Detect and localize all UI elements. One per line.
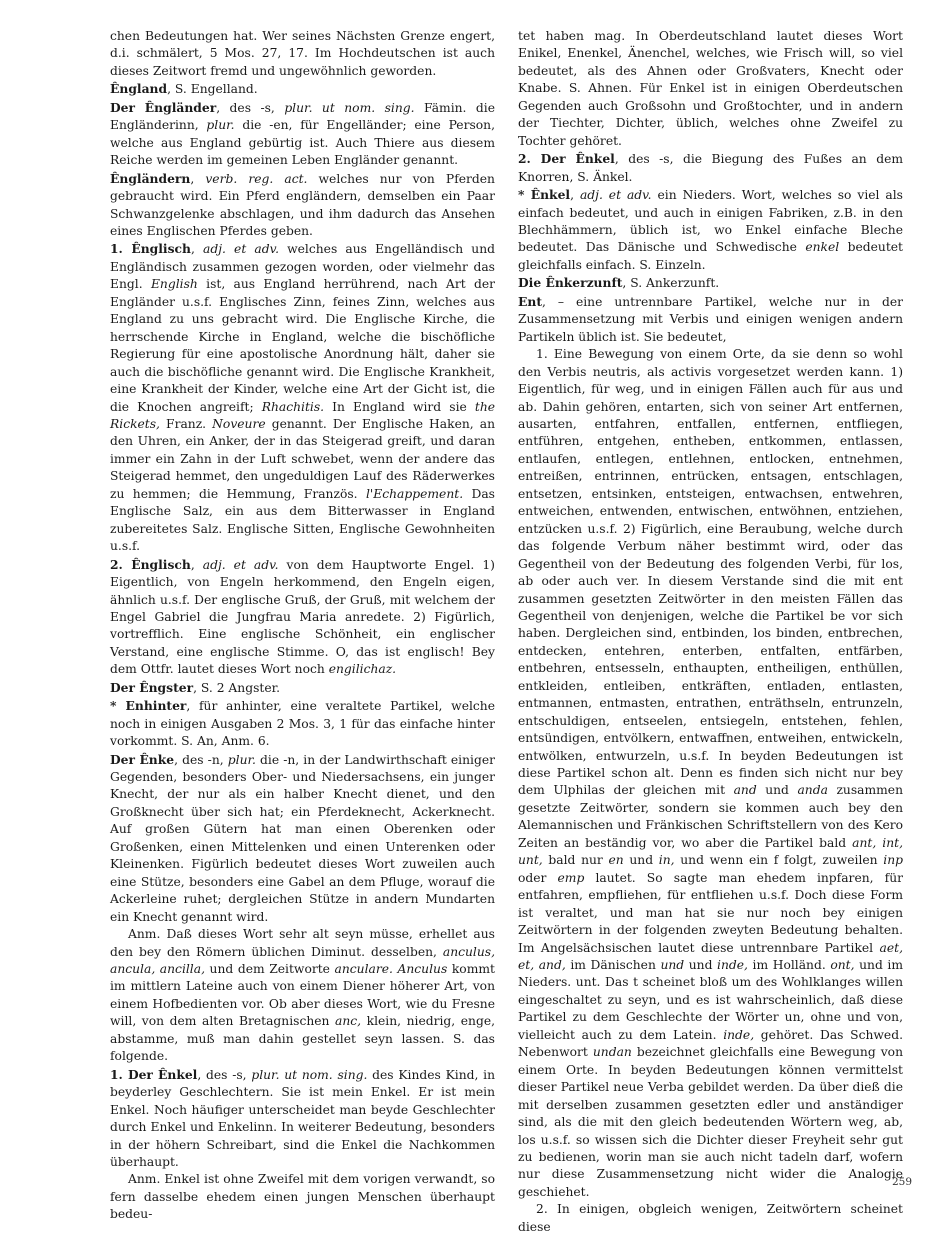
italic-text: plur.	[206, 118, 235, 133]
entry-headword: 1. Der Ênkel	[110, 1066, 198, 1082]
italic-text: in,	[658, 853, 675, 868]
page-number: 259	[891, 1176, 912, 1188]
body-text: des Kindes Kind, in beyderley Geschlechtern. Sie ist mein Enkel. Er ist mein Enkel. Noch häufiger unterscheidet man beyde Geschlechter durch Enkel und Enkelinn. In weiterer Bedeutung, besonders in der höhern Schreibart, sind die Enkel die Nachkommen überhaupt.	[110, 1067, 495, 1169]
body-text: , – eine untrennbare Partikel, welche nur in der Zusammensetzung mit Verbis und einigen wenigen andern Partikeln üblich ist. Sie bedeutet,	[518, 294, 903, 344]
body-text: 1. Eine Bewegung von einem Orte, da sie denn so wohl den Verbis neutris, als activis vorgesetzet werden kann. 1) Eigentlich, für weg, und in einigen Fällen auch für aus und ab. Dahin gehören, entarten, sich von seiner Art entfernen, ausarten, entfahren, entfallen, entfernen, entfliegen, entführen, entgehen, entheben, entkommen, entlassen, entlaufen, entlegen, entlehnen, entlocken, entnehmen, entreißen, entrinnen, entrücken, entsagen, entschlagen, entsetzen, entsinken, entsteigen, entwachsen, entwehren, entweichen, entwenden, entwischen, entwöhnen, entziehen, entzücken u.s.f. 2) Figürlich, eine Beraubung, welche durch das folgende Verbum näher bestimmt wird, oder das Gegentheil von der Bedeutung des folgenden Verbi, für los, ab oder auch ver. In diesem Verstande sind die mit ent zusammen gesetzten Zeitwörter in den meisten Fällen das Gegentheil von denjenigen, welche die Partikel be vor sich haben. Dergleichen sind, entbinden, los binden, entbrechen, entdecken, entehren, enterben, entfalten, entfärben, entbehren, entsesseln, enthaupten, entheiligen, enthüllen, entkleiden, entleiben, entkräften, entladen, entlasten, entmannen, entmasten, entrathen, enträthseln, entrunzeln, entschuldigen, entseelen, entsiegeln, entstehen, fehlen, entsündigen, entvölkern, entwaffnen, entweihen, entwickeln, entwölken, entwurzeln, u.s.f. In beyden Bedeutungen ist diese Partikel schon alt. Denn es finden sich nicht nur bey dem Ulphilas der gleichen mit	[518, 347, 903, 798]
entry-paragraph	[110, 80, 495, 98]
body-text: und im Nieders. unt. Das t scheinet bloß um des Wohlklanges willen eingeschaltet zu seyn, und es ist wahrscheinlich, daß diese Partikel zu dem Geschlechte der Wörter un, ohne und von, vielleicht auch zu dem Latein.	[518, 958, 903, 1042]
body-text: bedeutet gleichfalls einfach. S. Einzeln.	[518, 240, 903, 272]
entry-headword: 2. Ênglisch	[110, 556, 191, 572]
body-text: die -en, für Engelländer; eine Person, welche aus England gebürtig ist. Auch Thiere aus diesem Reiche werden im gemeinen Leben Engländer genannt.	[110, 118, 495, 168]
body-text: gehöret. Das Schwed. Nebenwort	[518, 1027, 903, 1060]
italic-text: en	[608, 853, 624, 868]
left-column	[110, 28, 495, 1224]
entry-paragraph	[518, 274, 903, 292]
entry-paragraph	[110, 170, 495, 241]
body-text: genannt. Der Englische Haken, an den Uhren, ein Anker, der in das Steigerad greift, und daran immer ein Zahn in der Luft schwebet, wenn der andere das Steigerad hemmet, den ungeduldigen Lauf des Räderwerkes zu hemmen; die Hemmung, Französ.	[110, 416, 495, 501]
italic-text: ont,	[830, 958, 855, 973]
entry-paragraph	[518, 186, 903, 274]
body-text: von dem Hauptworte Engel. 1) Eigentlich, von Engeln herkommend, den Engeln eigen, ähnlich u.s.f. Der englische Gruß, der Gruß, mit welchem der Engel Gabriel die Jungfrau Maria anredete. 2) Figürlich, vortrefflich. Eine englische Schönheit, ein englischer Verstand, eine englische Stimme. O, das ist englisch! Bey dem Ottfr. lautet dieses Wort noch	[110, 557, 495, 677]
entry-headword: Êngland	[110, 81, 168, 97]
right-column	[518, 28, 903, 1236]
italic-text: English	[150, 277, 198, 292]
body-text: 2. In einigen, obgleich wenigen, Zeitwörtern scheinet diese	[518, 1202, 903, 1234]
entry-paragraph	[518, 28, 903, 150]
body-text: und dem Zeitworte	[204, 962, 335, 977]
body-text: , S. Engelland.	[167, 82, 258, 97]
italic-text: plur. ut nom. sing.	[251, 1067, 368, 1082]
body-text: chen Bedeutungen hat. Wer seines Nächsten Grenze engert, d.i. schmälert, 5 Mos. 27, 17. Im Hochdeutschen ist auch dieses Zeitwort fremd und ungewöhnlich geworden.	[110, 29, 495, 78]
body-text: , des -s, die Biegung des Fußes an dem Knorren, S. Änkel.	[518, 152, 904, 184]
body-text: ein Nieders. Wort, welches so viel als einfach bedeutet, und auch in einigen Fabriken, z.B. in den Blechhämmern, üblich ist, wo Enkel einfache Bleche bedeutet. Das Dänische und Schwedische	[518, 188, 903, 255]
entry-paragraph	[110, 99, 495, 170]
body-text: oder	[518, 870, 558, 885]
italic-text: plur.	[227, 752, 256, 767]
italic-text: verb. reg. act.	[205, 171, 308, 186]
body-text: , S. 2 Angster.	[193, 680, 281, 695]
entry-paragraph	[110, 1066, 495, 1172]
italic-text: und	[660, 958, 685, 973]
entry-paragraph	[110, 1171, 495, 1223]
italic-text: anculus, ancula, ancilla,	[110, 944, 495, 977]
body-text: die -n, in der Landwirthschaft einiger Gegenden, besonders Ober- und Niedersachsens, ein junger Knecht, der nur als ein halber Knecht dienet, und den Großknecht über sich hat; ein Pferdeknecht, Ackerknecht. Auf großen Gütern hat man einen Oberenken oder Großenken, einen Mittelenken und einen Unterenken oder Kleinenken. Figürlich bedeutet dieses Wort zuweilen auch eine Stütze, besonders eine Gabel an dem Pfluge, worauf die Ackerleine ruhet; dergleichen Stütze in andern Mundarten ein Knecht genannt wird.	[110, 752, 495, 924]
italic-text: inp	[883, 853, 904, 868]
body-text: , des -n,	[174, 752, 228, 767]
body-text: Fämin. die Engländerinn,	[110, 100, 495, 133]
italic-text: Anculus	[397, 962, 448, 977]
entry-paragraph	[110, 240, 495, 555]
body-text: ,	[190, 242, 203, 257]
body-text: Anm. Daß dieses Wort sehr alt seyn müsse, erhellet aus den bey den Römern üblichen Diminut. desselben,	[110, 927, 495, 959]
body-text: ,	[190, 557, 203, 572]
italic-text: anc,	[335, 1014, 362, 1029]
italic-text: anda	[797, 783, 828, 798]
entry-paragraph	[110, 28, 495, 80]
italic-text: adj. et adv.	[203, 242, 279, 257]
body-text: In England wird sie	[324, 399, 475, 414]
italic-text: aet, et, and,	[518, 940, 903, 973]
body-text: im Holländ.	[747, 958, 831, 973]
body-text: im Dänischen	[565, 958, 661, 973]
entry-headword: 2. Der Ênkel	[518, 151, 615, 167]
body-text: ,	[190, 171, 206, 186]
entry-paragraph	[518, 1201, 903, 1236]
entry-paragraph	[110, 556, 495, 679]
entry-headword: Die Ênkerzunft	[518, 275, 623, 291]
body-text: zusammen gesetzte Zeitwörter, sondern sie kommen auch bey den Alemannischen und Fränkischen Schriftstellern von des Kero Zeiten an beständig vor, wo aber die Partikel bald	[518, 783, 903, 850]
italic-text: inde,	[723, 1027, 755, 1042]
entry-paragraph	[110, 697, 495, 750]
entry-paragraph	[110, 679, 495, 697]
body-text: bald nur	[542, 853, 609, 868]
entry-headword: Ent	[518, 293, 542, 309]
body-text: bezeichnet gleichfalls eine Bewegung von einem Orte. In beyden Bedeutungen können vermittelst dieser Partikel neue Verba gebildet werden. Da über dieß die mit derselben zusammen gesetzten edler und anständiger sind, als die mit den gleich bedeutenden Wörtern weg, ab, los u.s.f. so wissen sich die Dichter dieser Freyheit sehr gut zu bedienen, worin man sie auch nicht tadeln darf, wofern nur diese Zusammensetzung nicht wider die Analogie geschiehet.	[518, 1045, 904, 1199]
body-text: , S. Ankerzunft.	[622, 276, 720, 291]
italic-text: l'Echappement.	[365, 486, 464, 501]
entry-headword: * Enhinter	[110, 698, 187, 714]
body-text: kommt im mittlern Lateine auch von einem Diener höherer Art, von einem Hofbedienten vor. Ob aber dieses Wort, wie du Fresne will, von dem alten Bretagnischen	[110, 962, 495, 1029]
body-text: Franz.	[159, 416, 213, 431]
body-text: , für anhinter, eine veraltete Partikel, welche noch in einigen Ausgaben 2 Mos. 3, 1 für das einfache hinter vorkommt. S. An, Anm. 6.	[110, 699, 496, 749]
italic-text: anculare.	[334, 962, 393, 977]
italic-text: adj. et adv.	[202, 557, 279, 572]
body-text: klein, niedrig, enge, abstamme, muß man dahin gestellet seyn lassen. S. das folgende.	[110, 1014, 496, 1064]
italic-text: the Rickets,	[110, 399, 496, 431]
entry-paragraph	[518, 150, 903, 186]
body-text: ist, aus England herrührend, nach Art der Engländer u.s.f. Englisches Zinn, feines Zinn, welches aus England zu uns gebracht wird. Die Englische Kirche, die herrschende Kirche in England, welche die bischöfliche Regierung für eine apostolische Anordnung hält, daher sie auch die bischöfliche genannt wird. Die Englische Krankheit, eine Krankheit der Kinder, welche eine Art der Gicht ist, die die Knochen angreift;	[110, 277, 495, 414]
italic-text: inde,	[717, 958, 748, 973]
body-text: und	[623, 853, 659, 868]
italic-text: and	[733, 783, 757, 798]
entry-headword: Der Ênke	[110, 751, 175, 767]
body-text: tet haben mag. In Oberdeutschland lautet dieses Wort Enikel, Enenkel, Änenchel, welches, wie Frisch will, so viel bedeutet, als des Ahnen oder Großvaters, Knecht oder Knabe. S. Ahnen. Für Enkel ist in einigen Oberdeutschen Gegenden auch Großsohn und Großtochter, und in andern der Tiechter, Dichter, üblich, welches ohne Zweifel zu Tochter gehöret.	[518, 29, 903, 148]
italic-text: ant, int, unt,	[518, 835, 903, 868]
entry-headword: * Ênkel	[518, 187, 571, 203]
body-text: Das Englische Salz, ein aus dem Bitterwasser in England zubereitetes Salz. Englische Sitten, Englische Gewohnheiten u.s.f.	[110, 486, 495, 554]
entry-paragraph	[110, 751, 495, 927]
italic-text: plur. ut nom. sing.	[284, 100, 415, 115]
italic-text: engilichaz.	[328, 662, 397, 677]
italic-text: undan	[592, 1045, 632, 1060]
body-text: Anm. Enkel ist ohne Zweifel mit dem vorigen verwandt, so fern dasselbe ehedem einen jungen Menschen überhaupt bedeu-	[110, 1172, 495, 1222]
italic-text: Rhachitis.	[261, 399, 325, 414]
entry-paragraph	[518, 346, 903, 1201]
body-text: ,	[570, 188, 580, 203]
body-text: und	[684, 958, 718, 973]
entry-headword: Der Êngster	[110, 679, 194, 695]
italic-text: enkel	[805, 240, 840, 255]
body-text: und	[756, 783, 798, 798]
italic-text: emp	[557, 870, 585, 885]
entry-headword: 1. Ênglisch	[110, 241, 191, 257]
body-text: welches nur von Pferden gebraucht wird. Ein Pferd engländern, demselben ein Paar Schwanzgelenke abschlagen, und ihm dadurch das Ansehen eines Englischen Pferdes geben.	[110, 171, 495, 238]
body-text: welches aus Engelländisch und Engländisch zusammen gezogen worden, oder vielmehr das Engl.	[110, 242, 495, 292]
body-text: lautet. So sagte man ehedem inpfaren, für entfahren, empfliehen, für entfliehen u.s.f. Doch diese Form ist veraltet, und man hat sie nur noch bey einigen Zeitwörtern in der folgenden zweyten Bedeutung behalten. Im Angelsächsischen lautet diese untrennbare Partikel	[518, 870, 903, 955]
italic-text: Noveure	[212, 416, 266, 431]
body-text: , des -s,	[197, 1067, 252, 1082]
entry-headword: Êngländern	[110, 170, 191, 186]
entry-headword: Der Êngländer	[110, 99, 217, 115]
italic-text: adj. et adv.	[579, 188, 652, 203]
entry-paragraph	[110, 926, 495, 1066]
body-text: , des -s,	[216, 100, 285, 115]
entry-paragraph	[518, 293, 903, 346]
body-text: und wenn ein f folgt, zuweilen	[674, 853, 884, 868]
